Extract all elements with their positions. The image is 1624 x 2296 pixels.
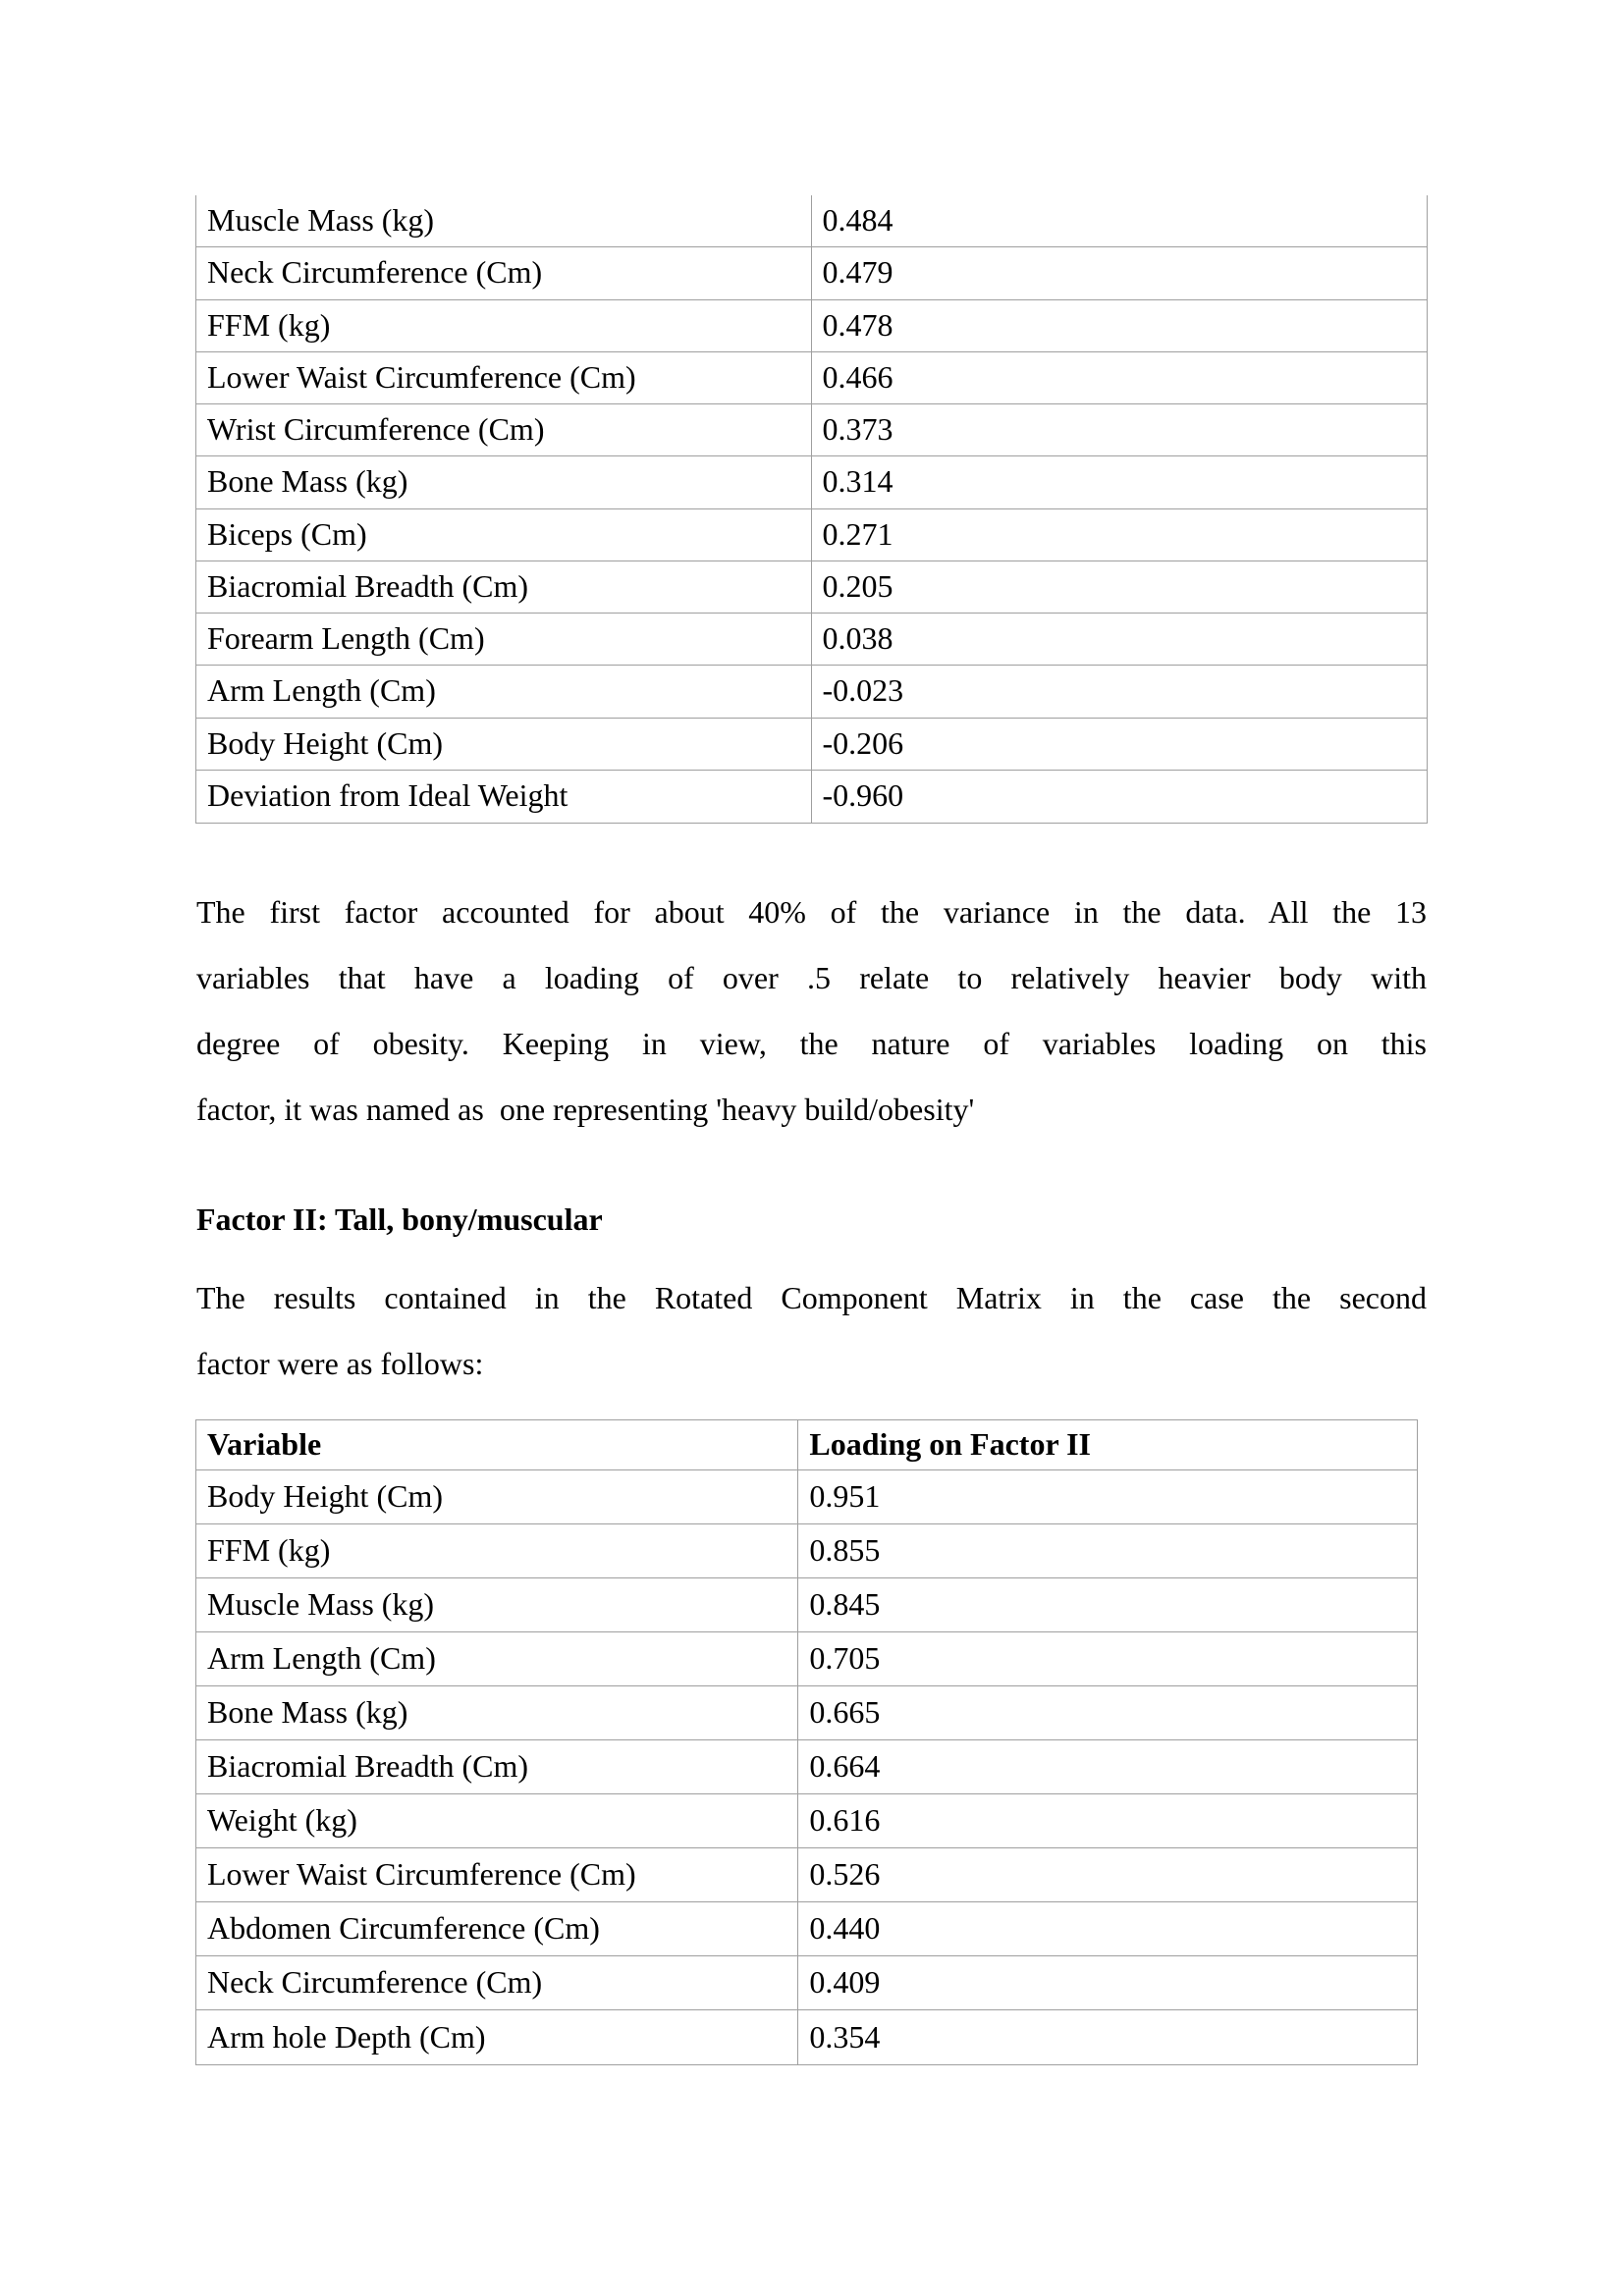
factor1-loadings-table	[195, 195, 1428, 824]
factor2-loadings-table	[195, 1419, 1418, 2065]
factor1-discussion-paragraph	[196, 880, 1427, 1143]
table-row	[196, 1470, 1417, 1524]
loading-value-cell: -0.960	[822, 777, 904, 814]
loading-value-cell: 0.705	[809, 1640, 881, 1677]
table-row	[196, 1794, 1417, 1848]
variable-cell: Biceps (Cm)	[196, 509, 812, 561]
factor2-heading: Factor II: Tall, bony/muscular	[196, 1201, 603, 1237]
loading-value-cell: 0.855	[809, 1532, 881, 1569]
loading-value-cell: 0.373	[822, 411, 893, 448]
variable-cell: Wrist Circumference (Cm)	[196, 404, 812, 455]
variable-cell: Bone Mass (kg)	[196, 456, 812, 507]
loading-value-cell: -0.023	[822, 672, 904, 709]
loading-value-cell: 0.271	[822, 515, 893, 552]
variable-cell: Deviation from Ideal Weight	[196, 771, 812, 823]
table-row	[196, 456, 1427, 508]
paragraph-line: variables that have a loading of over .5 relate to relatively heavier body with	[196, 960, 1427, 995]
loading-value-cell: 0.478	[822, 306, 893, 343]
loading-value-cell: -0.206	[822, 724, 904, 761]
variable-cell: Biacromial Breadth (Cm)	[196, 561, 812, 613]
table-row	[196, 247, 1427, 299]
paragraph-line: factor were as follows:	[196, 1346, 484, 1381]
loading-value-cell: 0.440	[809, 1910, 881, 1947]
paragraph-line: The results contained in the Rotated Component Matrix in the case the second	[196, 1280, 1427, 1315]
table-row	[196, 1956, 1417, 2010]
variable-cell: Bone Mass (kg)	[196, 1686, 798, 1739]
table-row	[196, 509, 1427, 561]
table-row	[196, 719, 1427, 771]
paragraph-line: The first factor accounted for about 40% of the variance in the data. All the 13	[196, 894, 1427, 930]
variable-cell: Body Height (Cm)	[196, 1470, 798, 1523]
paragraph-line: factor, it was named as one representing 'heavy build/obesity'	[196, 1092, 975, 1127]
variable-cell: Arm Length (Cm)	[196, 666, 812, 717]
table-row	[196, 1902, 1417, 1956]
loading-value-cell: 0.845	[809, 1586, 881, 1623]
loading-value-cell: 0.314	[822, 463, 893, 500]
variable-cell: Lower Waist Circumference (Cm)	[196, 1848, 798, 1901]
variable-cell: Muscle Mass (kg)	[196, 195, 812, 246]
variable-cell: Muscle Mass (kg)	[196, 1578, 798, 1631]
variable-cell: Arm Length (Cm)	[196, 1632, 798, 1685]
table-row	[196, 352, 1427, 404]
loading-value-cell: 0.479	[822, 254, 893, 291]
table-row	[196, 195, 1427, 247]
table-row	[196, 1632, 1417, 1686]
variable-cell: Neck Circumference (Cm)	[196, 247, 812, 298]
variable-cell: Weight (kg)	[196, 1794, 798, 1847]
table-row	[196, 561, 1427, 614]
table-row	[196, 1740, 1417, 1794]
paragraph-line: degree of obesity. Keeping in view, the nature of variables loading on this	[196, 1026, 1427, 1061]
variable-cell: Forearm Length (Cm)	[196, 614, 812, 665]
table-row	[196, 1578, 1417, 1632]
variable-column-header: Variable	[196, 1420, 798, 1469]
loading-value-cell: 0.951	[809, 1478, 881, 1515]
table-row	[196, 614, 1427, 666]
loading-value-cell: 0.526	[809, 1856, 881, 1893]
loading-value-cell: 0.484	[822, 202, 893, 239]
variable-cell: Abdomen Circumference (Cm)	[196, 1902, 798, 1955]
table-row	[196, 1524, 1417, 1578]
loading-value-cell: 0.664	[809, 1748, 881, 1785]
table-row	[196, 771, 1427, 823]
variable-cell: FFM (kg)	[196, 1524, 798, 1577]
factor2-intro-paragraph	[196, 1265, 1427, 1397]
loading-value-cell: 0.038	[822, 620, 893, 657]
variable-cell: Biacromial Breadth (Cm)	[196, 1740, 798, 1793]
variable-cell: Neck Circumference (Cm)	[196, 1956, 798, 2009]
loading-column-header: Loading on Factor II	[809, 1426, 1091, 1463]
variable-cell: FFM (kg)	[196, 300, 812, 351]
table-row	[196, 1686, 1417, 1740]
table-row	[196, 1848, 1417, 1902]
loading-value-cell: 0.616	[809, 1802, 881, 1839]
loading-value-cell: 0.466	[822, 358, 893, 395]
variable-cell: Lower Waist Circumference (Cm)	[196, 352, 812, 403]
loading-value-cell: 0.205	[822, 567, 893, 604]
table-row	[196, 666, 1427, 718]
table-row	[196, 2010, 1417, 2064]
loading-value-cell: 0.409	[809, 1964, 881, 2001]
loading-value-cell: 0.354	[809, 2018, 881, 2055]
variable-cell: Arm hole Depth (Cm)	[196, 2010, 798, 2064]
table-row	[196, 404, 1427, 456]
table-row	[196, 300, 1427, 352]
variable-cell: Body Height (Cm)	[196, 719, 812, 770]
loading-value-cell: 0.665	[809, 1694, 881, 1731]
table-header-row	[196, 1420, 1417, 1470]
